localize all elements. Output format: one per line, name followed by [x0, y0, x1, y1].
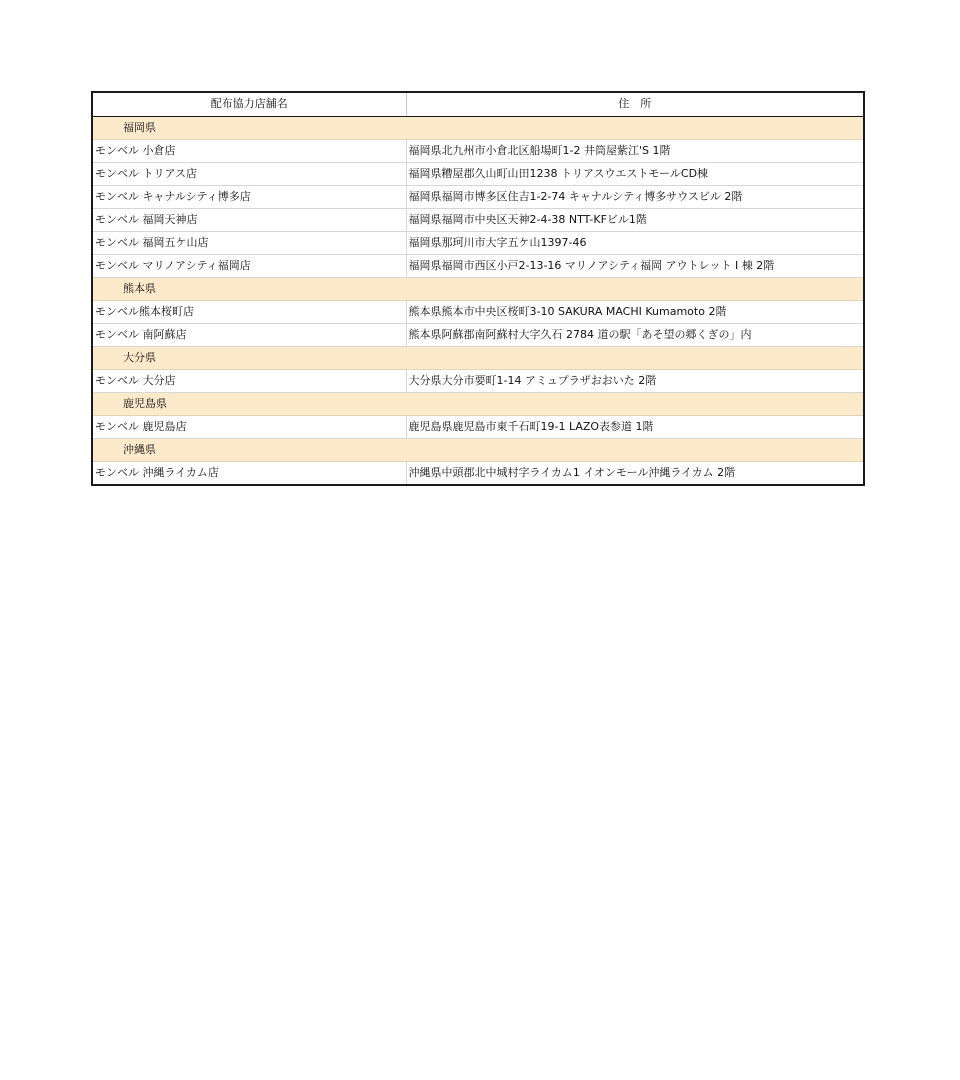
table-row [93, 300, 863, 323]
region-label: 熊本県 [93, 277, 863, 300]
table-header [93, 93, 863, 116]
store-name-cell: モンベル トリアス店 [93, 162, 406, 185]
store-address-cell: 福岡県糟屋郡久山町山田1238 トリアスウエストモールCD棟 [406, 162, 863, 185]
store-address-cell: 福岡県北九州市小倉北区船場町1-2 井筒屋紫江'S 1階 [406, 139, 863, 162]
store-address-cell: 大分県大分市要町1-14 アミュプラザおおいた 2階 [406, 369, 863, 392]
store-name-cell: モンベル 南阿蘇店 [93, 323, 406, 346]
table-row [93, 231, 863, 254]
store-name-cell: モンベル マリノアシティ福岡店 [93, 254, 406, 277]
table-row [93, 323, 863, 346]
table-row [93, 185, 863, 208]
store-list-sheet [91, 91, 865, 486]
region-row [93, 438, 863, 461]
store-name-cell: モンベル 沖縄ライカム店 [93, 461, 406, 484]
region-row [93, 277, 863, 300]
store-address-cell: 鹿児島県鹿児島市東千石町19-1 LAZO表参道 1階 [406, 415, 863, 438]
region-label: 鹿児島県 [93, 392, 863, 415]
table-row [93, 461, 863, 484]
column-header-address: 住 所 [406, 93, 863, 116]
column-header-store-name: 配布協力店舗名 [93, 93, 406, 116]
store-address-cell: 沖縄県中頭郡北中城村字ライカム1 イオンモール沖縄ライカム 2階 [408, 465, 736, 479]
region-row [93, 116, 863, 139]
table-body [93, 116, 863, 484]
store-address-cell: 福岡県那珂川市大字五ケ山1397-46 [406, 231, 863, 254]
store-address-cell: 福岡県福岡市中央区天神2-4-38 NTT-KFビル1階 [406, 208, 863, 231]
store-name-cell: モンベル 福岡五ケ山店 [93, 231, 406, 254]
region-label: 福岡県 [93, 116, 863, 139]
table-row [93, 254, 863, 277]
table-row [93, 139, 863, 162]
store-address-cell: 福岡県福岡市博多区住吉1-2-74 キャナルシティ博多サウスビル 2階 [406, 185, 863, 208]
region-label: 沖縄県 [93, 438, 863, 461]
store-name-cell: モンベル キャナルシティ博多店 [93, 185, 406, 208]
table-row [93, 415, 863, 438]
header-row [93, 93, 863, 116]
store-name-cell: モンベル熊本桜町店 [93, 300, 406, 323]
store-address-cell: 熊本県阿蘇郡南阿蘇村大字久石 2784 道の駅「あそ望の郷くぎの」内 [406, 323, 863, 346]
store-address-cell: 福岡県福岡市西区小戸2-13-16 マリノアシティ福岡 アウトレット I 棟 2階 [406, 254, 863, 277]
store-name-cell: モンベル 小倉店 [93, 139, 406, 162]
store-name-cell: モンベル 大分店 [93, 369, 406, 392]
table-row [93, 208, 863, 231]
region-row [93, 346, 863, 369]
store-name-cell: モンベル 福岡天神店 [93, 208, 406, 231]
table-row [93, 162, 863, 185]
store-name-cell: モンベル 鹿児島店 [93, 415, 406, 438]
region-label: 大分県 [93, 346, 863, 369]
store-address-cell: 熊本県熊本市中央区桜町3-10 SAKURA MACHI Kumamoto 2階 [406, 300, 863, 323]
region-row [93, 392, 863, 415]
table-row [93, 369, 863, 392]
store-table [93, 93, 863, 484]
